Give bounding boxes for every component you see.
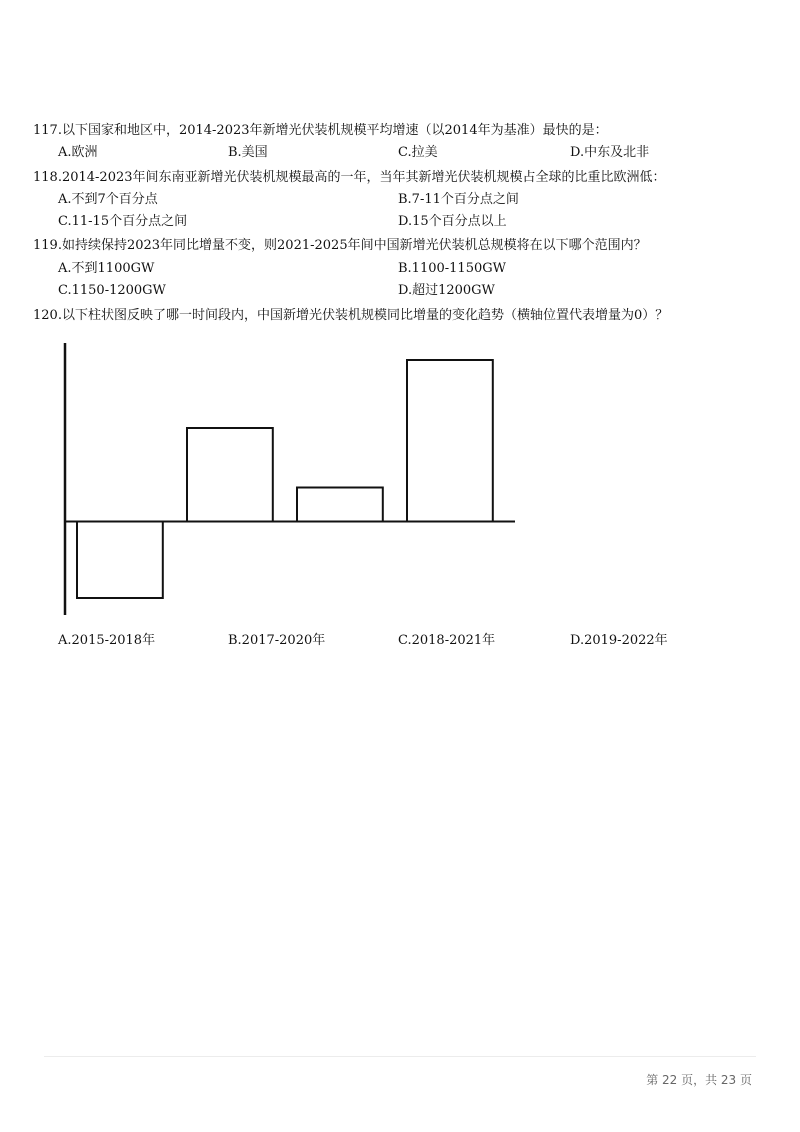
option-d[interactable]: D.15个百分点以上	[398, 214, 507, 229]
option-b[interactable]: B.2017-2020年	[228, 633, 326, 648]
question-118-stem: 118.2014-2023年间东南亚新增光伏装机规模最高的一年，当年其新增光伏装机规模占全球的比重比欧洲低：	[33, 170, 666, 185]
option-c[interactable]: C.2018-2021年	[398, 633, 496, 648]
option-d[interactable]: D.超过1200GW	[398, 283, 495, 298]
question-119-stem: 119.如持续保持2023年同比增量不变，则2021-2025年间中国新增光伏装机总规模将在以下哪个范围内？	[33, 238, 647, 253]
bar-3	[297, 488, 383, 522]
option-c[interactable]: C.1150-1200GW	[58, 283, 166, 298]
bar-2	[187, 428, 273, 522]
option-b[interactable]: B.7-11个百分点之间	[398, 192, 519, 207]
option-d[interactable]: D.中东及北非	[570, 145, 650, 160]
question-117-stem: 117.以下国家和地区中，2014-2023年新增光伏装机规模平均增速（以2014年为基准）最快的是：	[33, 123, 608, 138]
bar-4	[407, 360, 493, 522]
option-d[interactable]: D.2019-2022年	[570, 633, 668, 648]
bar-1	[77, 522, 163, 599]
option-a[interactable]: A.欧洲	[58, 145, 98, 160]
option-c[interactable]: C.拉美	[398, 145, 438, 160]
option-b[interactable]: B.美国	[228, 145, 268, 160]
option-a[interactable]: A.2015-2018年	[58, 633, 156, 648]
option-a[interactable]: A.不到7个百分点	[58, 192, 158, 207]
option-c[interactable]: C.11-15个百分点之间	[58, 214, 188, 229]
question-120-stem: 120.以下柱状图反映了哪一时间段内，中国新增光伏装机规模同比增量的变化趋势（横轴位置代表增量为0）？	[33, 308, 669, 323]
page-number: 第 22 页，共 23 页	[646, 1073, 752, 1087]
footer-divider	[44, 1056, 756, 1057]
option-b[interactable]: B.1100-1150GW	[398, 261, 506, 276]
bar-chart	[55, 335, 525, 625]
option-a[interactable]: A.不到1100GW	[58, 261, 155, 276]
